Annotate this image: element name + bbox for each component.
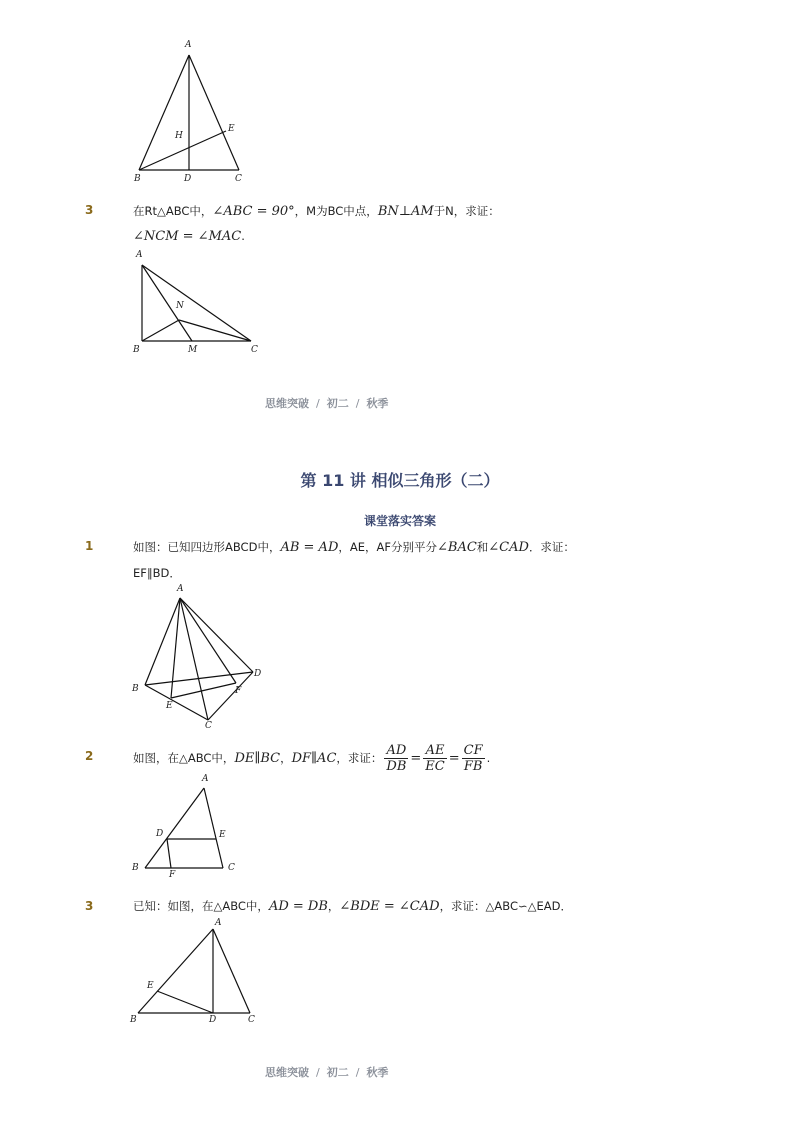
problem-1-statement: 如图：已知四边形ABCD中，AB = AD，AE，AF分别平分∠BAC和∠CAD．求证： bbox=[133, 540, 575, 555]
label-A: A bbox=[185, 40, 192, 50]
figure-triangle-parallels bbox=[125, 770, 245, 880]
label-N: N bbox=[176, 301, 184, 311]
problem-3b-statement: 已知：如图，在△ABC中，AD = DB，∠BDE = ∠CAD，求证：△ABC∽△EAD． bbox=[133, 899, 572, 914]
figure-triangle-ABC-altitude bbox=[125, 35, 265, 185]
label-M: M bbox=[188, 345, 198, 355]
fraction-CF-FB: $\frac{CF}{FB}$ bbox=[463, 742, 483, 774]
label-D: D bbox=[156, 829, 164, 839]
section-subtitle: 课堂落实答案 bbox=[363, 514, 436, 528]
label-A: A bbox=[202, 774, 209, 784]
label-B: B bbox=[132, 863, 139, 873]
label-C: C bbox=[205, 721, 212, 730]
label-C: C bbox=[248, 1015, 255, 1025]
label-B: B bbox=[134, 174, 141, 184]
label-B: B bbox=[133, 345, 140, 355]
problem-number: 1 bbox=[85, 539, 94, 553]
label-D: D bbox=[184, 174, 192, 184]
figure-quadrilateral-ABCD bbox=[125, 580, 275, 730]
problem-number: 3 bbox=[85, 899, 94, 913]
label-F: F bbox=[169, 870, 176, 880]
label-B: B bbox=[132, 684, 139, 694]
page-footer: 思维突破 / 初二 / 秋季 bbox=[265, 397, 389, 410]
label-C: C bbox=[235, 174, 242, 184]
label-E: E bbox=[228, 124, 235, 134]
problem-2-statement: 如图，在△ABC中， DE∥BC ， DF∥AC ，求证： $\frac{AD}{DB}$ = $\frac{AE}{EC}$ = $\frac{CF}{FB}$ . bbox=[133, 742, 491, 774]
label-F: F bbox=[235, 686, 242, 696]
label-E: E bbox=[219, 830, 226, 840]
label-D: D bbox=[209, 1015, 217, 1025]
fraction-AE-EC: $\frac{AE}{EC}$ bbox=[425, 742, 445, 774]
problem-number: 3 bbox=[85, 203, 94, 217]
problem-number: 2 bbox=[85, 749, 94, 763]
label-C: C bbox=[228, 863, 235, 873]
label-E: E bbox=[166, 701, 173, 711]
label-H: H bbox=[175, 131, 183, 141]
problem-1-statement-line2: EF∥BD． bbox=[133, 566, 181, 580]
label-C: C bbox=[251, 345, 258, 355]
problem-3-statement: 在Rt△ABC中，∠ABC = 90°，M为BC中点，BN⊥AM于N，求证： bbox=[133, 204, 500, 219]
label-A: A bbox=[215, 918, 222, 928]
label-A: A bbox=[136, 250, 143, 260]
fraction-AD-DB: $\frac{AD}{DB}$ bbox=[386, 742, 407, 774]
label-A: A bbox=[177, 584, 184, 594]
page-footer: 思维突破 / 初二 / 秋季 bbox=[265, 1066, 389, 1079]
problem-3-statement-line2: ∠NCM = ∠MAC. bbox=[133, 229, 245, 244]
figure-triangle-ABC-EAD bbox=[125, 915, 265, 1030]
label-E: E bbox=[147, 981, 154, 991]
figure-right-triangle-ABC bbox=[130, 245, 270, 360]
label-D: D bbox=[254, 669, 262, 679]
label-B: B bbox=[130, 1015, 137, 1025]
lecture-title: 第 11 讲 相似三角形（二） bbox=[300, 471, 500, 490]
